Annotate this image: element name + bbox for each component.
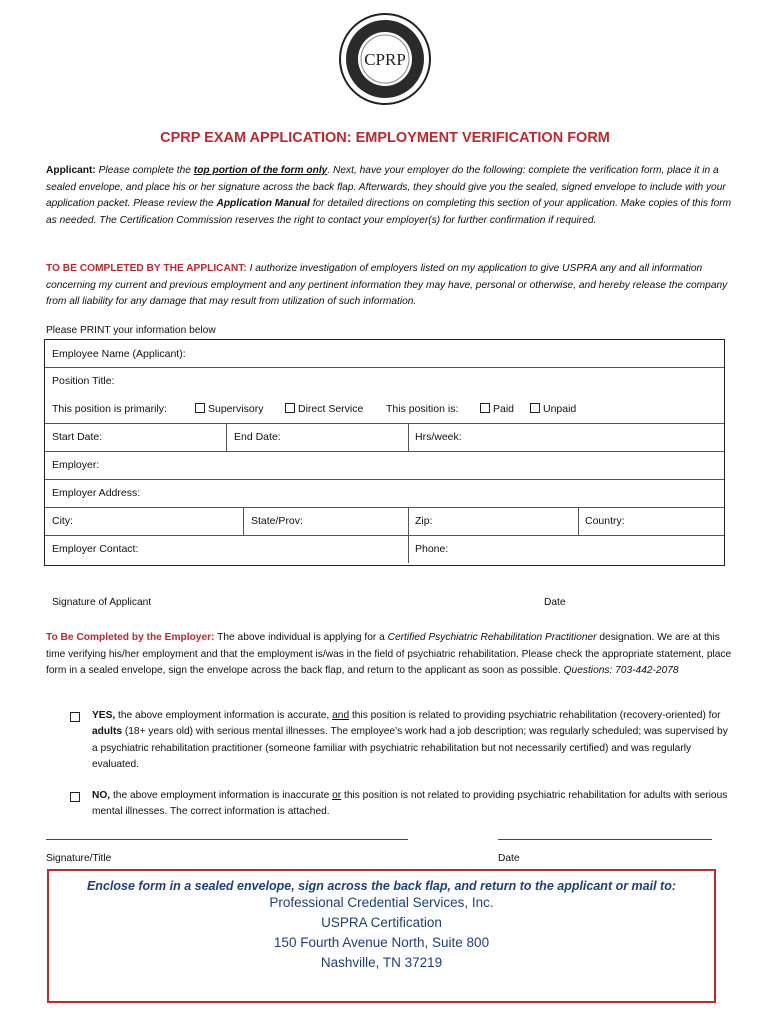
position-title-label[interactable]: Position Title:: [52, 375, 115, 387]
checkbox-icon: [530, 403, 540, 413]
city-field[interactable]: City:: [52, 515, 73, 527]
start-date-field[interactable]: Start Date:: [52, 431, 103, 443]
checkbox-icon: [480, 403, 490, 413]
svg-text:CPRP: CPRP: [364, 50, 406, 69]
supervisory-checkbox[interactable]: Supervisory: [195, 403, 263, 415]
zip-field[interactable]: Zip:: [415, 515, 433, 527]
address-line-4: Nashville, TN 37219: [320, 955, 443, 970]
employer-field[interactable]: Employer:: [52, 459, 100, 471]
applicant-instructions: Applicant: Please complete the top portion of the form only. Next, have your employer do the following: complete the verification form, place it in a sealed envelope, and place his or her signature across the back flap. Afterwards, they should give you the sealed, signed envelope to include with your application packet. Please review the Application Manual for detailed directions on completing this section of your application. Make copies of this form as needed. The Certification Commission reserves the right to contact your employer(s) for further confirmation if required.: [46, 165, 732, 226]
mailing-instructions-box: [47, 869, 716, 1003]
applicant-info-grid: [44, 339, 725, 566]
employer-instructions: To Be Completed by the Employer: The above individual is applying for a Certified Psychiatric Rehabilitation Practitioner designation. We are at this time verifying his/her employment and that the employment is/was in the field of psychiatric rehabilitation. Please check the appropriate statement, place form in a sealed envelope, sign the envelope across the back flap, and return to the applicant as soon as possible. Questions: 703-442-2078: [46, 632, 732, 677]
position-is-label: This position is:: [386, 403, 459, 415]
direct-service-checkbox[interactable]: Direct Service: [285, 403, 363, 415]
enclose-heading: Enclose form in a sealed envelope, sign across the back flap, and return to the applicant or mail to:: [86, 879, 677, 893]
signature-title-line[interactable]: [46, 839, 408, 840]
form-title: CPRP EXAM APPLICATION: EMPLOYMENT VERIFICATION FORM: [160, 130, 610, 146]
yes-checkbox[interactable]: [70, 712, 80, 722]
no-statement: NO, the above employment information is inaccurate or this position is not related to providing psychiatric rehabilitation for adults with serious mental illnesses. The correct information is attached.: [92, 790, 728, 818]
cprp-seal-logo: [338, 12, 432, 106]
employer-contact-field[interactable]: Employer Contact:: [52, 543, 139, 555]
checkbox-icon: [195, 403, 205, 413]
employer-address-field[interactable]: Employer Address:: [52, 487, 141, 499]
country-field[interactable]: Country:: [585, 515, 625, 527]
checkbox-icon: [285, 403, 295, 413]
yes-statement: YES, the above employment information is accurate, and this position is related to providing psychiatric rehabilitation (recovery-oriented) for adults (18+ years old) with serious mental illnesses. The employee’s work had a job description; was regularly scheduled; was supervised by a psychiatric rehabilitation practitioner (someone familiar with psychiatric rehabilitation but not necessarily certified) and was regularly evaluated.: [92, 710, 728, 770]
position-primarily-label: This position is primarily:: [52, 403, 167, 415]
unpaid-checkbox[interactable]: Unpaid: [530, 403, 576, 415]
employee-name-label[interactable]: Employee Name (Applicant):: [52, 348, 186, 360]
applicant-authorization: TO BE COMPLETED BY THE APPLICANT: I authorize investigation of employers listed on my application to give USPRA any and all information concerning my current and previous employment and any pertinent information they may have, personal or otherwise, and hereby release the company from all liability for any damage that may result from utilization of such information.: [46, 263, 728, 308]
address-line-2: USPRA Certification: [321, 915, 442, 930]
applicant-date-label[interactable]: Date: [544, 597, 566, 608]
paid-checkbox[interactable]: Paid: [480, 403, 514, 415]
end-date-field[interactable]: End Date:: [234, 431, 281, 443]
applicant-signature-label[interactable]: Signature of Applicant: [52, 597, 152, 608]
address-line-1: Professional Credential Services, Inc.: [269, 895, 494, 910]
state-prov-field[interactable]: State/Prov:: [251, 515, 303, 527]
employer-date-label: Date: [498, 853, 520, 864]
signature-title-label: Signature/Title: [46, 853, 112, 864]
phone-field[interactable]: Phone:: [415, 543, 449, 555]
employer-date-line[interactable]: [498, 839, 712, 840]
no-checkbox[interactable]: [70, 792, 80, 802]
hrs-week-field[interactable]: Hrs/week:: [415, 431, 462, 443]
address-line-3: 150 Fourth Avenue North, Suite 800: [273, 935, 490, 950]
print-note: Please PRINT your information below: [46, 325, 216, 336]
